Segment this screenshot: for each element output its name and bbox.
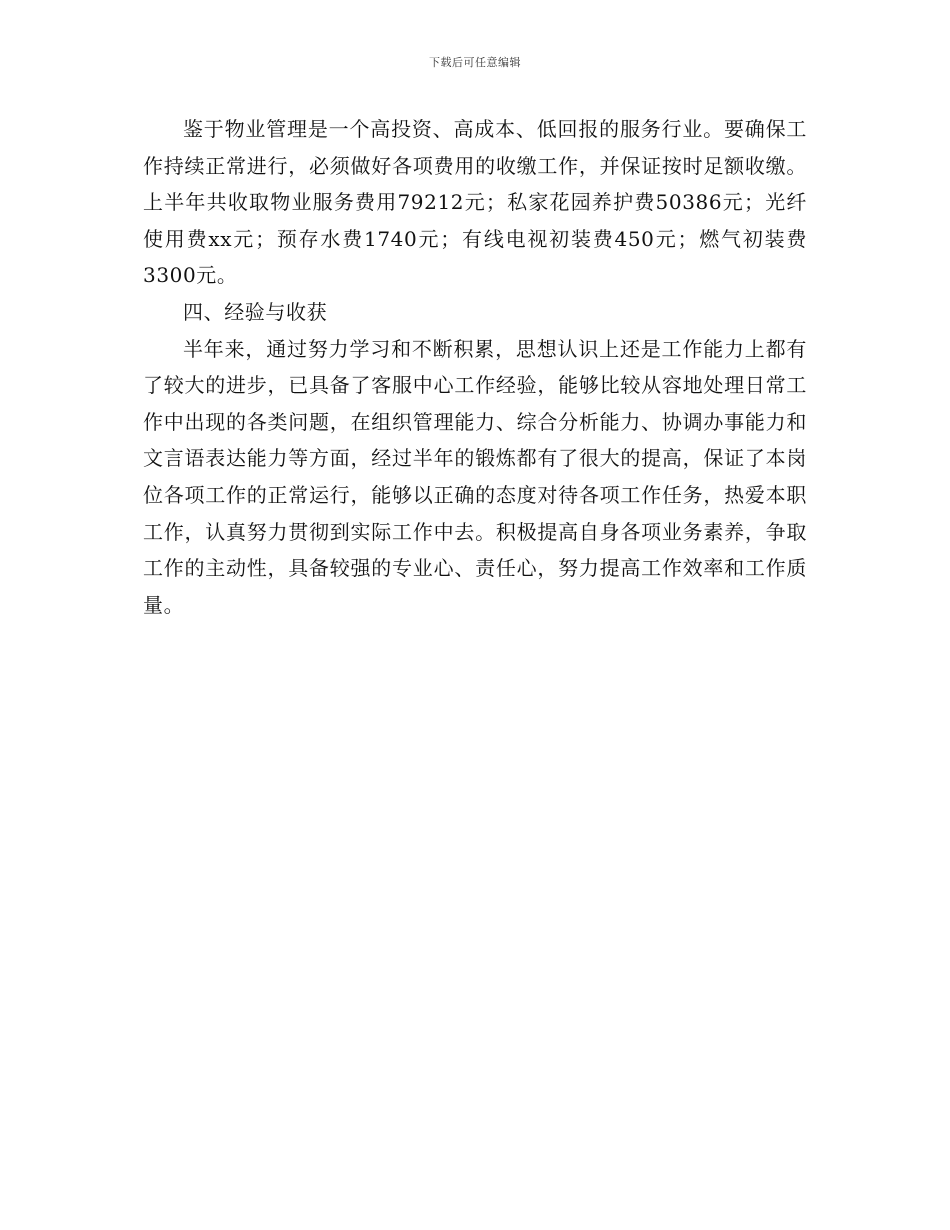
paragraph-experience: 半年来，通过努力学习和不断积累，思想认识上还是工作能力上都有了较大的进步，已具备了客服中心工作经验，能够比较从容地处理日常工作中出现的各类问题，在组织管理能力、综合分析能力、协调办事能力和文言语表达能力等方面，经过半年的锻炼都有了很大的提高，保证了本岗位各项工作的正常运行，能够以正确的态度对待各项工作任务，热爱本职工作，认真努力贯彻到实际工作中去。积极提高自身各项业务素养，争取工作的主动性，具备较强的专业心、责任心，努力提高工作效率和工作质量。	[143, 336, 807, 617]
document-body	[143, 111, 807, 623]
page-header: 下载后可任意编辑	[429, 56, 521, 69]
paragraph-fee-collection: 鉴于物业管理是一个高投资、高成本、低回报的服务行业。要确保工作持续正常进行，必须做好各项费用的收缴工作，并保证按时足额收缴。上半年共收取物业服务费用79212元；私家花园养护费50386元；光纤使用费xx元；预存水费1740元；有线电视初装费450元；燃气初装费3300元。	[143, 117, 807, 288]
section-heading-experience: 四、经验与收获	[183, 299, 328, 324]
